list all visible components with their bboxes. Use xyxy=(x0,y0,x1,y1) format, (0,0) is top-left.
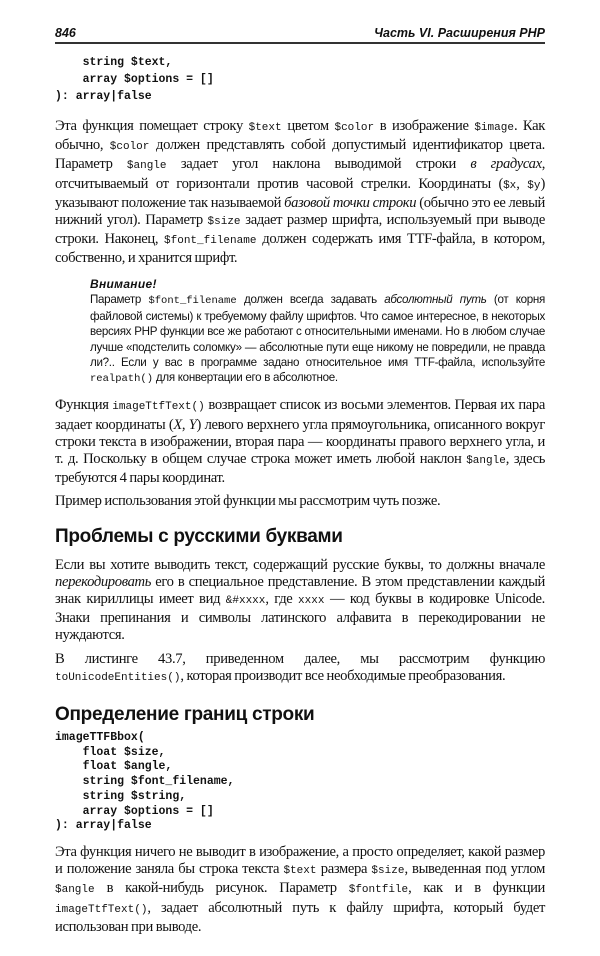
code-line: string $font_filename, xyxy=(55,775,235,789)
inline-code: $fontfile xyxy=(348,884,409,897)
text-run: Эта функция ничего не выводит в изображение, а просто определяет, какой размер и положение заняла бы строка текста xyxy=(55,843,545,878)
inline-code: realpath() xyxy=(90,373,154,386)
code-listing-imagettfbbox xyxy=(55,731,545,834)
inline-code: $text xyxy=(248,122,282,134)
inline-code: imageTtfText() xyxy=(112,401,205,414)
note-title: Внимание! xyxy=(90,276,157,291)
page-number: 846 xyxy=(55,26,76,40)
emphasis-text: Y xyxy=(188,416,197,433)
text-run: возвращает список из восьми элементов. Первая их пара задает координаты ( xyxy=(55,397,545,433)
text-run: ) левого верхнего угла прямоугольника, описанного вокруг строки текста в изображении, вторая пара — координаты правого верхнего угла, и т. д. Поскольку в общем случае строка может иметь любой наклон xyxy=(55,416,545,468)
code-line: ): array|false xyxy=(55,90,152,103)
text-run: его в специальное представление. В этом представлении каждый знак кириллицы имеет вид xyxy=(55,573,545,608)
emphasis-text: перекодировать xyxy=(55,573,152,590)
text-run: Пример использования этой функции мы рассмотрим чуть позже. xyxy=(55,493,441,510)
text-run: , которая производит все необходимые преобразования. xyxy=(180,667,506,684)
inline-code: $size xyxy=(207,216,241,229)
inline-code: $y xyxy=(527,179,541,192)
text-run: , задает абсолютный путь к файлу шрифта, который будет использован при выводе. xyxy=(55,899,545,935)
inline-code: imageTtfText() xyxy=(55,903,148,916)
text-run: , xyxy=(181,416,189,433)
text-run: должен содержать имя TTF-файла, в котором, собственно, и хранится шрифт. xyxy=(55,231,545,267)
paragraph-listing-reference xyxy=(55,651,545,687)
page-body xyxy=(55,44,545,956)
code-line: float $angle, xyxy=(55,760,173,774)
section-heading-russian-letters: Проблемы с русскими буквами xyxy=(55,525,343,547)
text-run: , выведенная под углом xyxy=(404,861,545,878)
note-block xyxy=(90,276,545,388)
code-line: ): array|false xyxy=(55,819,152,833)
text-run: , как и в функции xyxy=(408,880,545,897)
inline-code: &#xxxx xyxy=(225,595,266,608)
paragraph-example-later xyxy=(55,493,545,510)
code-listing-imagettftext-tail xyxy=(55,54,545,105)
paragraph-bbox-description xyxy=(55,844,545,936)
paragraph-description xyxy=(55,118,545,268)
text-run: (обычно это ее левый нижний угол). Параметр xyxy=(55,194,545,229)
inline-code: $angle xyxy=(55,884,95,897)
note-text xyxy=(90,292,545,388)
inline-code: $angle xyxy=(126,160,167,173)
running-title: Часть VI. Расширения PHP xyxy=(374,26,545,40)
text-run: (от корня файловой системы) к требуемому файлу шрифтов. Что самое интересное, в некоторых версиях PHP функции все же работают с относительными именами. Но в любом случае лучше «подстелить соломку» — абсолютные пути еще никому не повредили, не правда ли?.. Если у вас в программе задано относительное имя TTF-файла, используйте xyxy=(90,292,545,369)
inline-code: $image xyxy=(474,122,514,134)
inline-code: toUnicodeEntities() xyxy=(55,671,181,684)
text-run: , xyxy=(516,175,528,192)
text-run: В листинге 43.7, приведенном далее, мы рассмотрим функцию xyxy=(55,650,545,667)
emphasis-text: в градусах xyxy=(470,156,542,173)
text-run: Эта функция помещает строку xyxy=(55,118,249,134)
inline-code: $text xyxy=(283,865,317,878)
inline-code: $x xyxy=(503,179,517,192)
text-run: — код буквы в кодировке Unicode. Знаки препинания и символы латинского алфавита в перекодировании не нуждаются. xyxy=(55,591,545,644)
inline-code: $angle xyxy=(466,455,506,468)
code-line: string $text, xyxy=(55,56,173,69)
section-heading-string-bounds: Определение границ строки xyxy=(55,704,315,726)
text-run: в какой-нибудь рисунок. Параметр xyxy=(94,880,349,897)
emphasis-text: X xyxy=(173,416,182,433)
paragraph-return-value xyxy=(55,397,545,487)
code-line: imageTTFBbox( xyxy=(55,731,145,745)
text-run: для конвертации его в абсолютное. xyxy=(153,371,338,385)
code-line: array $options = [] xyxy=(55,804,214,818)
text-run: должен всегда задавать xyxy=(236,292,385,306)
text-run: задает угол наклона выводимой строки xyxy=(166,156,471,173)
text-run: Если вы хотите выводить текст, содержащий русские буквы, то должны вначале xyxy=(55,556,545,573)
text-run: цветом xyxy=(281,118,335,134)
paragraph-russian-encoding xyxy=(55,557,545,645)
text-run: Функция xyxy=(55,397,113,414)
code-line: string $string, xyxy=(55,789,187,803)
text-run: , где xyxy=(265,591,299,608)
inline-code: $size xyxy=(371,865,405,878)
inline-code: $font_filename xyxy=(148,294,237,307)
inline-code: $color xyxy=(109,141,150,154)
text-run: должен представлять собой допустимый идентификатор цвета. Параметр xyxy=(55,137,545,173)
text-run: ) указывают положение так называемой xyxy=(55,175,545,211)
inline-code: $font_filename xyxy=(164,235,257,248)
code-line: array $options = [] xyxy=(55,73,214,86)
text-run: , здесь требуются 4 пары координат. xyxy=(55,451,545,487)
text-run: Параметр xyxy=(90,292,149,306)
text-run: . Как обычно, xyxy=(55,118,545,154)
text-run: размера xyxy=(316,861,372,878)
text-run: задает размер шрифта, используемый при выводе строки. Наконец, xyxy=(55,212,546,248)
inline-code: xxxx xyxy=(298,595,325,608)
page-header xyxy=(55,26,545,44)
text-run: в изображение xyxy=(374,118,475,134)
emphasis-text: базовой точки строки xyxy=(284,194,417,211)
code-line: float $size, xyxy=(55,745,166,759)
emphasis-text: абсолютный путь xyxy=(384,292,487,306)
inline-code: $color xyxy=(334,122,375,134)
text-run: , отсчитываемый от горизонтали против часовой стрелки. Координаты ( xyxy=(55,156,546,192)
